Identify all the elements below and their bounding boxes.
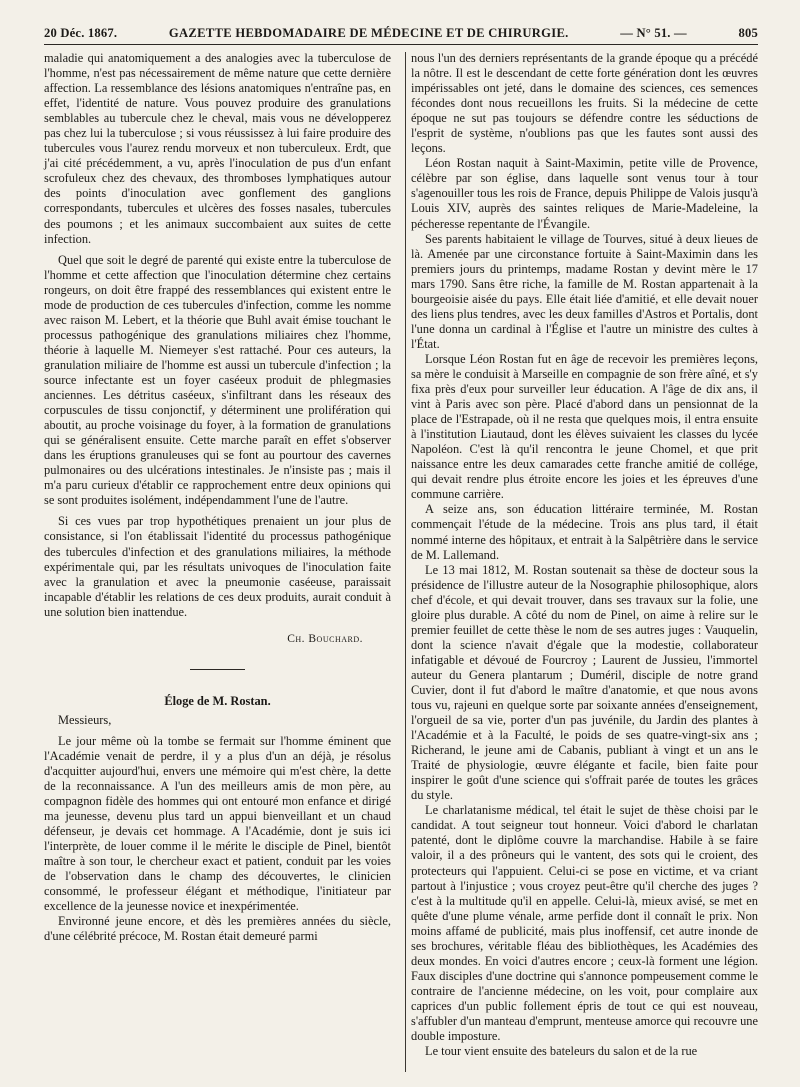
paragraph: Le tour vient ensuite des bateleurs du salon et de la rue	[425, 1044, 698, 1059]
paragraph: nous l'un des derniers représentants de la grande époque qu a précédé la nôtre. Il est le descendant de cette forte génération dont les œuvres impérissables ont jeté, dans le domaine des sciences, ces semences fécondes dont nous recueillons les fruits. Si la médecine de cette époque ne sut pas toujours se défendre contre les séductions de l'esprit de système, n'oublions pas que les fautes sont aussi des leçons.	[411, 51, 758, 156]
columns	[44, 51, 758, 1059]
column-divider	[405, 52, 406, 1072]
left-column	[44, 51, 391, 1059]
paragraph: Le jour même où la tombe se fermait sur l'homme éminent que l'Académie venait de perdre, il y a plus d'un an déjà, je résolus d'acquitter aujourd'hui, envers une mémoire qui m'est chère, la dette de la reconnaissance. A l'un des meilleurs amis de mon père, au compagnon fidèle des hommes qui ont entouré mon enfance et dirigé ma jeunesse, devenu plus tard un appui bienveillant et un chaud défenseur, je devais cet hommage. A l'Académie, dont je suis ici l'interprète, de louer comme il le mérite le disciple de Pinel, bientôt maître à son tour, le chercheur exact et patient, conduit par les voies de l'observation dans le champ des découvertes, le clinicien consommé, le professeur élégant et méthodique, l'initiateur par excellence de la jeunesse novice et inexpérimentée.	[44, 733, 391, 914]
right-column	[411, 51, 758, 1059]
salutation: Messieurs,	[58, 712, 112, 727]
paragraph: Lorsque Léon Rostan fut en âge de recevoir les premières leçons, sa mère le conduisit à Marseille en compagnie de son frère aîné, et s'y fixa près d'eux pour surveiller leur éducation. A l'âge de dix ans, il vint à Paris avec son père. Placé d'abord dans un pensionnat de la place de l'Estrapade, où il ne resta que quelques mois, il entra ensuite à l'institution Liautaud, dont les élèves suivaient les classes du lycée Napoléon. C'est là qu'il rencontra le jeune Chomel, et que prit naissance entre les deux camarades cette franche amitié de collége, qui devait rendre plus étroite encore les joies et les épreuves d'une commune carrière.	[411, 351, 758, 502]
running-head	[44, 26, 758, 45]
header-issue-number: — N° 51. —	[620, 26, 687, 40]
paragraph: Ses parents habitaient le village de Tourves, situé à deux lieues de là. Amenée par une circonstance fortuite à Saint-Maximin dans les premiers jours du printemps, madame Rostan y devint mère le 17 mars 1790. Sans être riche, la famille de M. Rostan appartenait à la bourgeoisie aisée du pays. Elle était liée d'amitié, et elle devait nouer des liens plus tendres, avec les deux familles d'Astros et Portalis, dont l'une donna un cardinal à l'Église et l'autre un ministre des cultes à l'État.	[411, 231, 758, 351]
header-page-number: 805	[738, 26, 758, 40]
section-title: Éloge de M. Rostan.	[164, 693, 271, 708]
section-rule	[190, 669, 245, 670]
paragraph: Si ces vues par trop hypothétiques prenaient un jour plus de consistance, si l'on établissait l'identité du processus pathogénique des tubercules d'infection et des granulations miliaires, la méthode expérimentale qui, par les résultats univoques de l'inoculation faite avec la granulation et avec la pneumonie caséeuse, paraissait incapable d'établir les relations de ces deux produits, aurait conduit à une solution bien inattendue.	[44, 514, 391, 619]
paragraph: Quel que soit le degré de parenté qui existe entre la tuberculose de l'homme et cette affection que l'inoculation détermine chez certains rongeurs, on doit être frappé des ressemblances qui existent entre le mode de production de ces tubercules d'infection, comme les nomme avec raison M. Lebert, et la théorie que Buhl avait émise touchant le processus pathogénique des granulations miliaires chez l'homme, théorie à laquelle M. Niemeyer s'est rattaché. Pour ces auteurs, la granulation miliaire de l'homme est aussi un tubercule d'infection ; la source infectante est un foyer caséeux produit de phlegmasies anciennes. Les détritus caséeux, s'infiltrant dans les réseaux des corpuscules de tissu conjonctif, y déterminent une prolifération qui aboutit, au proche voisinage du foyer, à la formation de granulations qui se généralisent ensuite. Cette marche paraît en effet s'observer dans les éruptions granuleuses qui se font au pourtour des cavernes pulmonaires ou des ulcérations intestinales. Je n'insiste pas ; mais il m'a paru curieux d'établir ce rapprochement entre deux opinions qui se sont produites isolément, indépendamment l'une de l'autre.	[44, 252, 391, 508]
paragraph: Le 13 mai 1812, M. Rostan soutenait sa thèse de docteur sous la présidence de l'illustre auteur de la Nosographie philosophique, alors chef d'école, et qui devait trouver, dans ses travaux sur la folie, une gloire plus durable. A côté du nom de Pinel, on aime à relire sur le premier feuillet de cette thèse le nom de ses autres juges : Vauquelin, dont la science n'avait d'égale que la modestie, collaborateur infatigable et dévoué de Fourcroy ; Laurent de Jussieu, l'immortel auteur du Genera plantarum ; Duméril, disciple de notre grand Cuvier, dont il fut d'abord le maître d'anatomie, et que nous avons tous vu, rajeuni en quelque sorte par soixante années d'enseignement, l'orgueil de sa vie, porter d'un pas juvénile, du Jardin des plantes à l'Académie et à la Faculté, le poids de ses quatre-vingt-six ans ; Richerand, le jeune ami de Cabanis, publiant à vingt et un ans le Traité de physiologie, œuvre élégante et facile, bien faite pour inspirer le goût d'une science qui s'offrait parée de toutes les grâces du style.	[411, 562, 758, 803]
paragraph: Léon Rostan naquit à Saint-Maximin, petite ville de Provence, célèbre par son église, dans laquelle sont venus tour à tour s'agenouiller tous les rois de France, depuis Philippe de Valois jusqu'à Louis XIV, auprès des saintes reliques de Marie-Madeleine, la pécheresse repentante de l'Évangile.	[411, 156, 758, 231]
paragraph: Le charlatanisme médical, tel était le sujet de thèse choisi par le candidat. A tout seigneur tout honneur. Voici d'abord le charlatan patenté, dont le diplôme couvre la marchandise. Habile à se faire valoir, il a des prôneurs qui le vantent, des sots qui le croient, des protecteurs qui l'appuient. Celui-ci se pose en victime, et va criant partout à l'injustice ; vous croyez peut-être qu'il cherche des juges ? c'est à la multitude qu'il en appelle. Celui-là, mieux avisé, se met en quête d'une plume vénale, arme perfide dont il connaît le prix. Non moins affamé de publicité, mais plus inoffensif, cet autre inonde de ses brochures, véritable fléau des bibliothèques, les Académies des deux mondes. En voici d'autres encore ; ceux-là forment une légion. Faux disciples d'une doctrine qui s'annonce pompeusement comme le contraire de l'ancienne médecine, on les voit, pour complaire aux caprices d'un public follement épris de tout ce qui est nouveau, s'affubler d'un manteau d'emprunt, menteuse amorce qui recouvre une double imposture.	[411, 803, 758, 1044]
paragraph: A seize ans, son éducation littéraire terminée, M. Rostan commençait l'étude de la médecine. Trois ans plus tard, il était nommé interne des hôpitaux, et entrait à la Salpêtrière dans le service de M. Lallemand.	[411, 502, 758, 562]
header-journal-title: GAZETTE HEBDOMADAIRE DE MÉDECINE ET DE CHIRURGIE.	[168, 26, 569, 40]
paragraph: maladie qui anatomiquement a des analogies avec la tuberculose de l'homme, n'est pas nécessairement de même nature que cette dernière affection. La ressemblance des lésions anatomiques n'entraîne pas, en effet, l'identité de nature. Vous pouvez produire des granulations semblables au tubercule chez le cheval, mais vous ne développerez pas chez lui la tuberculose ; si vous réussissez à lui faire produire des tubercules vous l'aurez rendu morveux et non tuberculeux. Erdt, que j'ai cité précédemment, a vu, après l'inoculation de pus d'un enfant scrofuleux chez des chevaux, des thromboses lymphatiques autour des points d'inoculation avec gonflement des ganglions correspondants, tubercules et ulcères des fosses nasales, tubercules des poumons ; et les animaux succombaient aux suites de cette infection.	[44, 51, 391, 246]
header-date: 20 Déc. 1867.	[44, 26, 118, 40]
author-signature: Ch. Bouchard.	[287, 632, 363, 645]
paragraph: Environné jeune encore, et dès les premières années du siècle, d'une célébrité précoce, M. Rostan était demeuré parmi	[44, 914, 391, 944]
